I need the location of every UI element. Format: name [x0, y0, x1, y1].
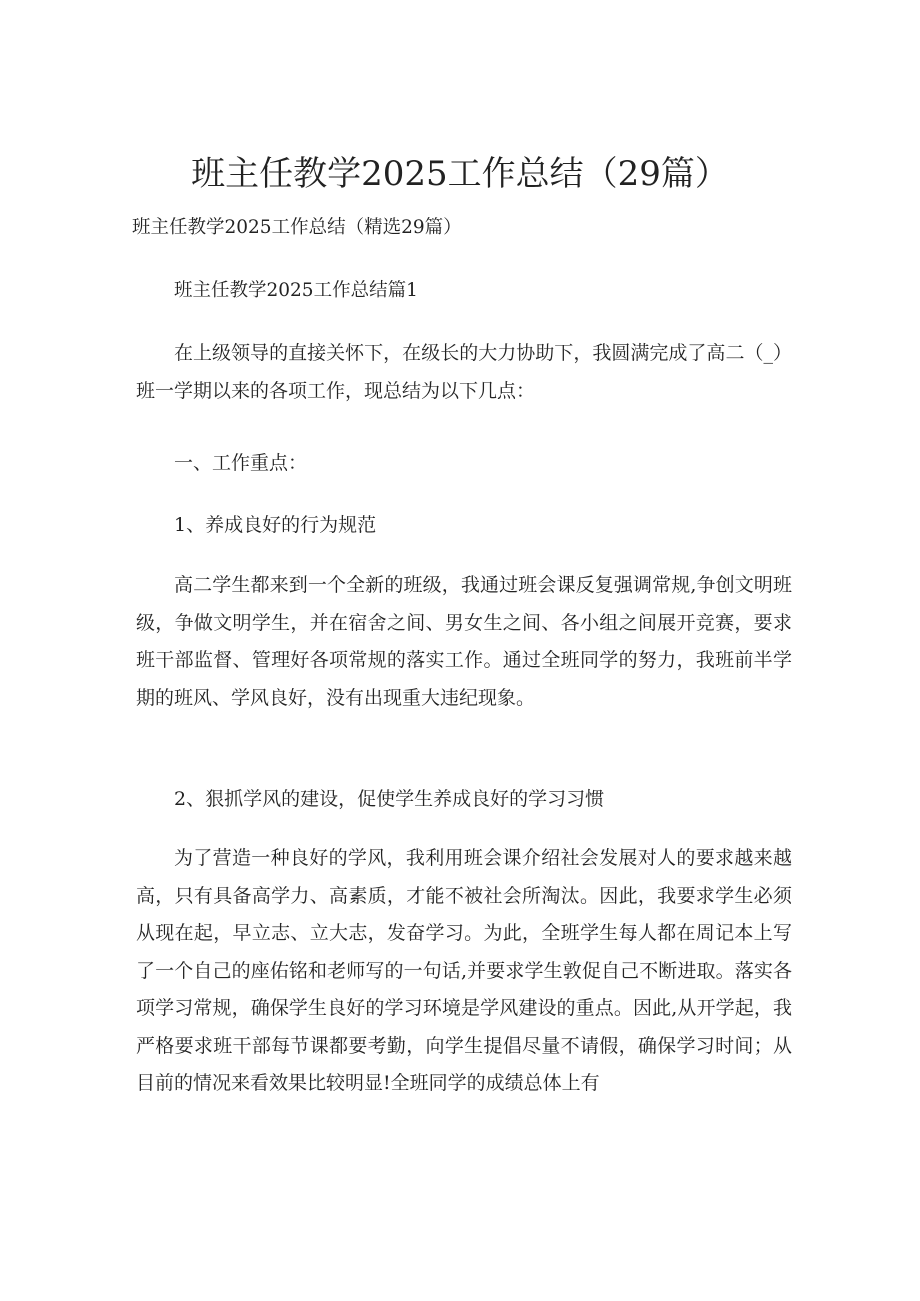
item-1-body: 高二学生都来到一个全新的班级，我通过班会课反复强调常规,争创文明班级，争做文明学生，并在宿舍之间、男女生之间、各小组之间展开竞赛，要求班干部监督、管理好各项常规的落实工作。通过全班同学的努力，我班前半学期的班风、学风良好，没有出现重大违纪现象。: [136, 574, 792, 709]
heading-work-focus: 一、工作重点：: [174, 452, 308, 474]
item-2-body: 为了营造一种良好的学风，我利用班会课介绍社会发展对人的要求越来越高，只有具备高学力、高素质，才能不被社会所淘汰。因此，我要求学生必须从现在起，早立志、立大志，发奋学习。为此，全班学生每人都在周记本上写了一个自己的座佑铭和老师写的一句话,并要求学生敦促自己不断进取。落实各项学习常规，确保学生良好的学习环境是学风建设的重点。因此,从开学起，我严格要求班干部每节课都要考勤，向学生提倡尽量不请假，确保学习时间；从目前的情况来看效果比较明显!全班同学的成绩总体上有: [136, 847, 792, 1094]
document-subtitle: 班主任教学2025工作总结（精选29篇）: [132, 217, 462, 238]
intro-paragraph: 在上级领导的直接关怀下，在级长的大力协助下，我圆满完成了高二（_）班一学期以来的各项工作，现总结为以下几点：: [136, 342, 792, 402]
section-heading: 班主任教学2025工作总结篇1: [174, 280, 418, 301]
item-1-title: 1、养成良好的行为规范: [174, 514, 377, 536]
item-2-title: 2、狠抓学风的建设，促使学生养成良好的学习习惯: [174, 788, 605, 810]
document-title: 班主任教学2025工作总结（29篇）: [191, 154, 729, 194]
